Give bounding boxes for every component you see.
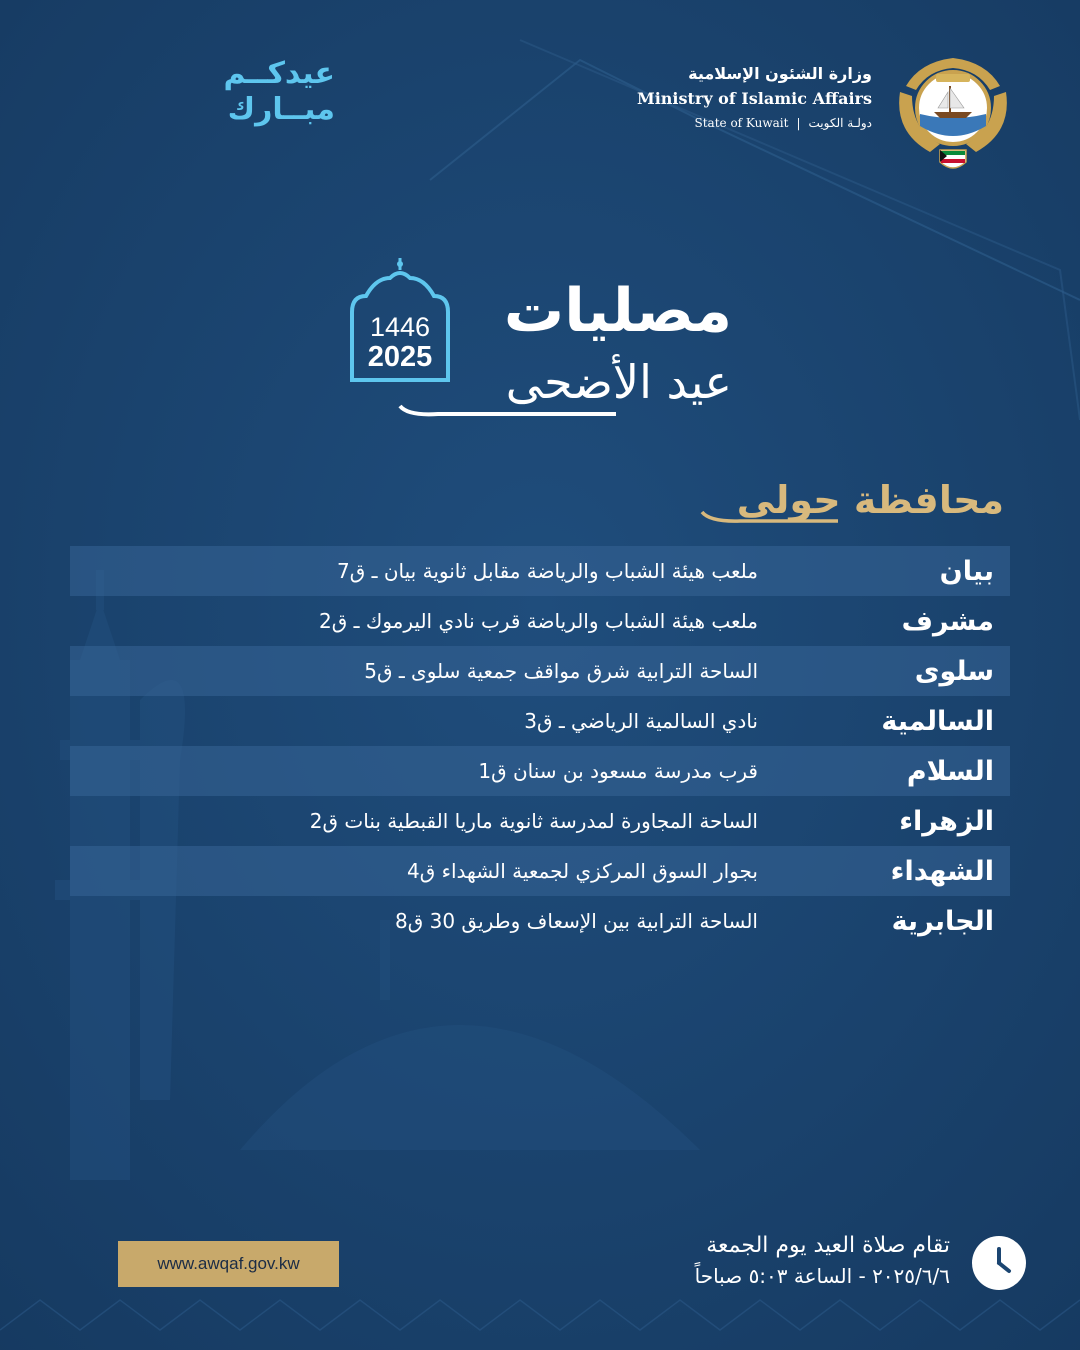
gregorian-year: 2025	[367, 341, 433, 373]
ministry-header	[637, 62, 872, 134]
ministry-name-arabic: وزارة الشئون الإسلامية	[688, 64, 872, 83]
table-row	[70, 896, 1010, 946]
prayer-time-info	[695, 1230, 950, 1290]
prayer-location: ملعب هيئة الشباب والرياضة قرب نادي اليرموك ـ ق2	[319, 609, 758, 633]
page-title: مصليات	[503, 276, 732, 346]
website-link[interactable]: www.awqaf.gov.kw	[118, 1241, 339, 1287]
state-line	[637, 112, 872, 134]
state-english: State of Kuwait	[694, 116, 789, 130]
state-arabic: دولـة الكويت	[808, 116, 872, 130]
area-name: السلام	[906, 755, 994, 787]
prayer-location: ملعب هيئة الشباب والرياضة مقابل ثانوية بيان ـ ق7	[337, 559, 758, 583]
greeting-line-1: عيدكــم	[223, 56, 335, 91]
prayer-location: الساحة الترابية شرق مواقف جمعية سلوى ـ ق5	[364, 659, 758, 683]
locations-table	[70, 546, 1010, 946]
prayer-location: الساحة المجاورة لمدرسة ثانوية ماريا القبطية بنات ق2	[309, 809, 758, 833]
prayer-day: تقام صلاة العيد يوم الجمعة	[706, 1233, 950, 1258]
prayer-location: قرب مدرسة مسعود بن سنان ق1	[478, 759, 758, 783]
eid-greeting	[50, 56, 335, 128]
table-row	[70, 746, 1010, 796]
area-name: مشرف	[901, 605, 994, 637]
prayer-location: الساحة الترابية بين الإسعاف وطريق 30 ق8	[394, 909, 758, 933]
table-row	[70, 596, 1010, 646]
kuwait-emblem-icon	[890, 52, 1016, 176]
page-subtitle: عيد الأضحى	[505, 355, 732, 409]
area-name: بيان	[939, 555, 994, 587]
state-separator: |	[796, 116, 801, 130]
hijri-year: 1446	[369, 312, 431, 342]
area-name: السالمية	[881, 705, 994, 737]
table-row	[70, 796, 1010, 846]
governorate-heading: محافظة حولي	[736, 478, 1004, 522]
clock-icon	[970, 1234, 1028, 1292]
governorate-swoosh	[700, 506, 840, 526]
area-name: الشهداء	[890, 855, 994, 887]
table-row	[70, 646, 1010, 696]
title-swoosh	[398, 398, 618, 418]
table-row	[70, 546, 1010, 596]
area-name: سلوى	[914, 655, 994, 687]
area-name: الجابرية	[891, 905, 994, 937]
table-row	[70, 696, 1010, 746]
prayer-location: بجوار السوق المركزي لجمعية الشهداء ق4	[406, 859, 758, 883]
greeting-line-2: مبــارك	[227, 92, 335, 127]
prayer-location: نادي السالمية الرياضي ـ ق3	[524, 709, 758, 733]
area-name: الزهراء	[899, 805, 994, 837]
ministry-name-english: Ministry of Islamic Affairs	[636, 89, 872, 108]
table-row	[70, 846, 1010, 896]
prayer-date-time: ٢٠٢٥/٦/٦ - الساعة ٥:٠٣ صباحاً	[694, 1264, 950, 1288]
